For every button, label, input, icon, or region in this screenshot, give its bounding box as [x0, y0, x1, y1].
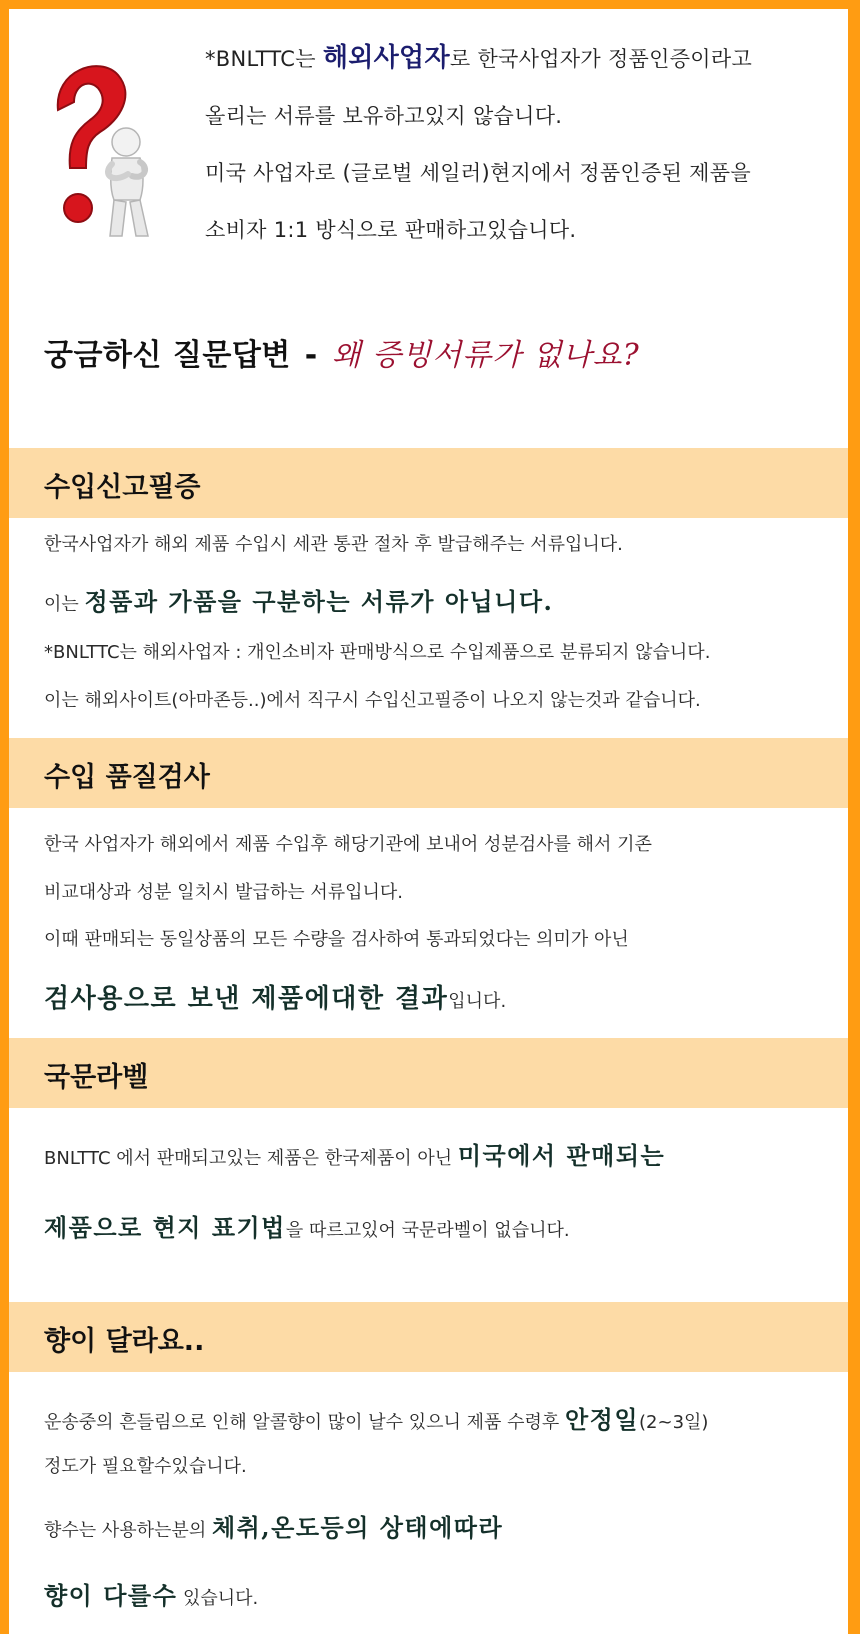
scent-line-4-emphasis: 향이 다를수 — [44, 1581, 178, 1610]
quality-line-4-emphasis: 검사용으로 보낸 제품에대한 결과 — [44, 984, 449, 1014]
faq-dash: - — [304, 338, 318, 373]
faq-heading — [44, 330, 640, 374]
label-line-2-post: 을 따르고있어 국문라벨이 없습니다. — [285, 1220, 570, 1241]
intro-line-1-pre: *BNLTTC는 — [205, 47, 323, 71]
intro-line-1 — [205, 30, 845, 88]
quality-line-3: 이때 판매되는 동일상품의 모든 수량을 검사하여 통과되었다는 의미가 아닌 — [44, 929, 629, 950]
quality-line-4 — [44, 978, 834, 1015]
faq-title: 궁금하신 질문답변 — [44, 338, 291, 373]
import-line-1: 한국사업자가 해외 제품 수입시 세관 통관 절차 후 발급해주는 서류입니다. — [44, 534, 623, 555]
label-line-1 — [44, 1136, 834, 1171]
import-line-3: *BNLTTC는 해외사업자 : 개인소비자 판매방식으로 수입제품으로 분류되지 않습니다. — [44, 642, 711, 663]
scent-line-3-pre: 향수는 사용하는분의 — [44, 1520, 212, 1541]
import-line-4: 이는 해외사이트(아마존등..)에서 직구시 수입신고필증이 나오지 않는것과 같습니다. — [44, 690, 701, 711]
quality-line-2: 비교대상과 성분 일치시 발급하는 서류입니다. — [44, 882, 403, 903]
section-title: 수입 품질검사 — [44, 762, 210, 793]
quality-line-1: 한국 사업자가 해외에서 제품 수입후 해당기관에 보내어 성분검사를 해서 기존 — [44, 834, 652, 855]
section-title: 수입신고필증 — [44, 472, 201, 503]
faq-subtitle: 왜 증빙서류가 없나요? — [331, 338, 640, 373]
section-header-korean-label — [9, 1038, 848, 1108]
scent-line-1-emphasis: 안정일 — [564, 1405, 640, 1434]
intro-line-3: 미국 사업자로 (글로벌 세일러)현지에서 정품인증된 제품을 — [205, 161, 751, 185]
scent-line-4-post: 있습니다. — [177, 1588, 259, 1609]
scent-line-4 — [44, 1576, 834, 1611]
intro-text — [205, 30, 845, 259]
import-line-2 — [44, 582, 834, 617]
label-line-2-emphasis: 제품으로 현지 표기법 — [44, 1213, 286, 1242]
section-title: 향이 달라요.. — [44, 1326, 205, 1357]
intro-line-2: 올리는 서류를 보유하고있지 않습니다. — [205, 104, 563, 128]
scent-line-3 — [44, 1508, 834, 1543]
overseas-business-highlight: 해외사업자 — [322, 43, 450, 73]
section-title: 국문라벨 — [44, 1062, 149, 1093]
scent-line-1 — [44, 1400, 834, 1435]
label-line-2 — [44, 1208, 834, 1243]
import-line-2-emphasis: 정품과 가품을 구분하는 서류가 아닙니다. — [84, 587, 554, 616]
section-header-scent — [9, 1302, 848, 1372]
section-header-import-declaration — [9, 448, 848, 518]
quality-line-4-post: 입니다. — [448, 991, 507, 1012]
section-header-quality-inspection — [9, 738, 848, 808]
import-line-2-pre: 이는 — [44, 594, 85, 615]
intro-line-1-post: 로 한국사업자가 정품인증이라고 — [449, 47, 753, 71]
scent-line-2: 정도가 필요할수있습니다. — [44, 1456, 247, 1477]
scent-line-1-pre: 운송중의 흔들림으로 인해 알콜향이 많이 날수 있으니 제품 수령후 — [44, 1412, 565, 1433]
intro-line-4: 소비자 1:1 방식으로 판매하고있습니다. — [205, 218, 577, 242]
intro-block — [40, 30, 840, 260]
scent-line-1-post: (2~3일) — [639, 1412, 709, 1433]
scent-line-3-emphasis: 체취,온도등의 상태에따라 — [211, 1513, 504, 1542]
question-person-icon — [40, 50, 160, 240]
label-line-1-emphasis: 미국에서 판매되는 — [457, 1141, 666, 1170]
label-line-1-pre: BNLTTC 에서 판매되고있는 제품은 한국제품이 아닌 — [44, 1148, 458, 1169]
